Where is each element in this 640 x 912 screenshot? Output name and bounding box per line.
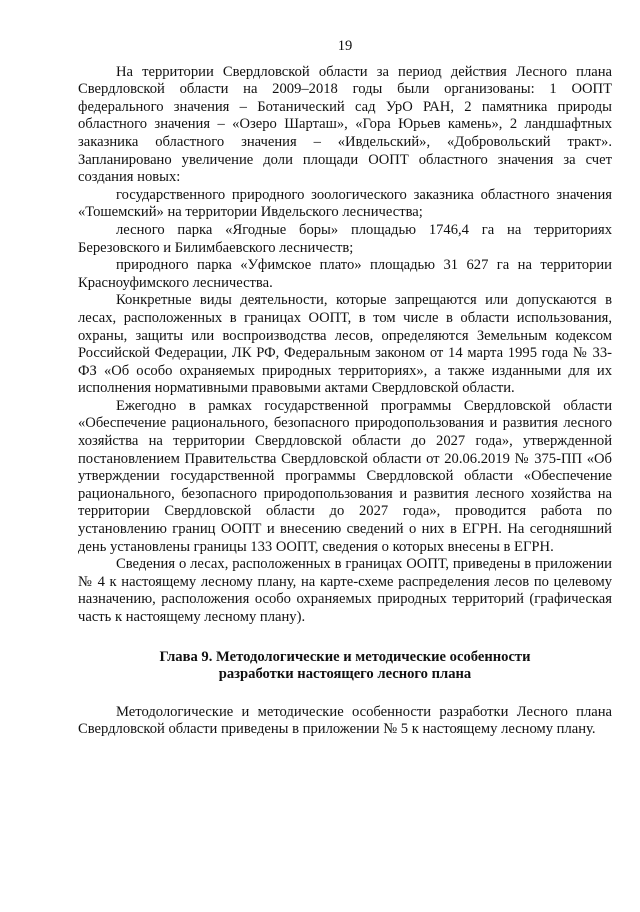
- paragraph-oopt-organized: На территории Свердловской области за период действия Лесного плана Свердловской области на 2009–2018 годы были организованы: 1 ООПТ федерального значения – Ботанический сад УрО РАН, 2 памятника природы областного значения – «Озеро Шарташ», «Гора Юрьев камень», 2 ландшафтных заказника областного значения – «Ивдельский», «Добровольский тракт». Запланировано увеличение доли площади ООПТ областного значения за счет создания новых:: [78, 63, 612, 186]
- chapter-heading: [78, 649, 612, 684]
- paragraph-methodology: Методологические и методические особенности разработки Лесного плана Свердловской области приведены в приложении № 5 к настоящему лесному плану.: [78, 703, 612, 738]
- paragraph-park-yagodnye-bory: лесного парка «Ягодные боры» площадью 1746,4 га на территориях Березовского и Билимбаевского лесничеств;: [78, 221, 612, 256]
- page-number: 19: [337, 38, 353, 54]
- chapter-heading-line-1: Глава 9. Методологические и методические особенности: [159, 648, 531, 665]
- paragraph-forest-info-appendix: Сведения о лесах, расположенных в границах ООПТ, приведены в приложении № 4 к настоящему лесному плану, на карте-схеме распределения лесов по целевому назначению, расположения особо охраняемых природных территорий (графическая часть к настоящему лесному плану).: [78, 556, 612, 625]
- chapter-heading-line-2: разработки настоящего лесного плана: [218, 666, 472, 683]
- paragraph-state-program: Ежегодно в рамках государственной программы Свердловской области «Обеспечение рационального, безопасного природопользования и развития лесного хозяйства на территории Свердловской области до 2027 года», утвержденной постановлением Правительства Свердловской области от 20.06.2019 № 375-ПП «Об утверждении государственной программы Свердловской области «Обеспечение рационального, безопасного природопользования и развития лесного хозяйства на территории Свердловской области до 2027 года», проводится работа по установлению границ ООПТ и внесению сведений о них в ЕГРН. На сегодняшний день установлены границы 133 ООПТ, сведения о которых внесены в ЕГРН.: [78, 397, 612, 555]
- paragraph-zakaznik-toshemsky: государственного природного зоологического заказника областного значения «Тошемский» на территории Ивдельского лесничества;: [78, 186, 612, 221]
- paragraph-activities-in-oopt: Конкретные виды деятельности, которые запрещаются или допускаются в лесах, расположенных в границах ООПТ, в том числе в области использования, охраны, защиты или воспроизводства лесов, определяются Земельным кодексом Российской Федерации, ЛК РФ, Федеральным законом от 14 марта 1995 года № 33-ФЗ «Об особо охраняемых природных территориях», а также изданными для их исполнения нормативными правовыми актами Свердловской области.: [78, 292, 612, 397]
- paragraph-park-ufimskoe-plato: природного парка «Уфимское плато» площадью 31 627 га на территории Красноуфимского лесничества.: [78, 257, 612, 291]
